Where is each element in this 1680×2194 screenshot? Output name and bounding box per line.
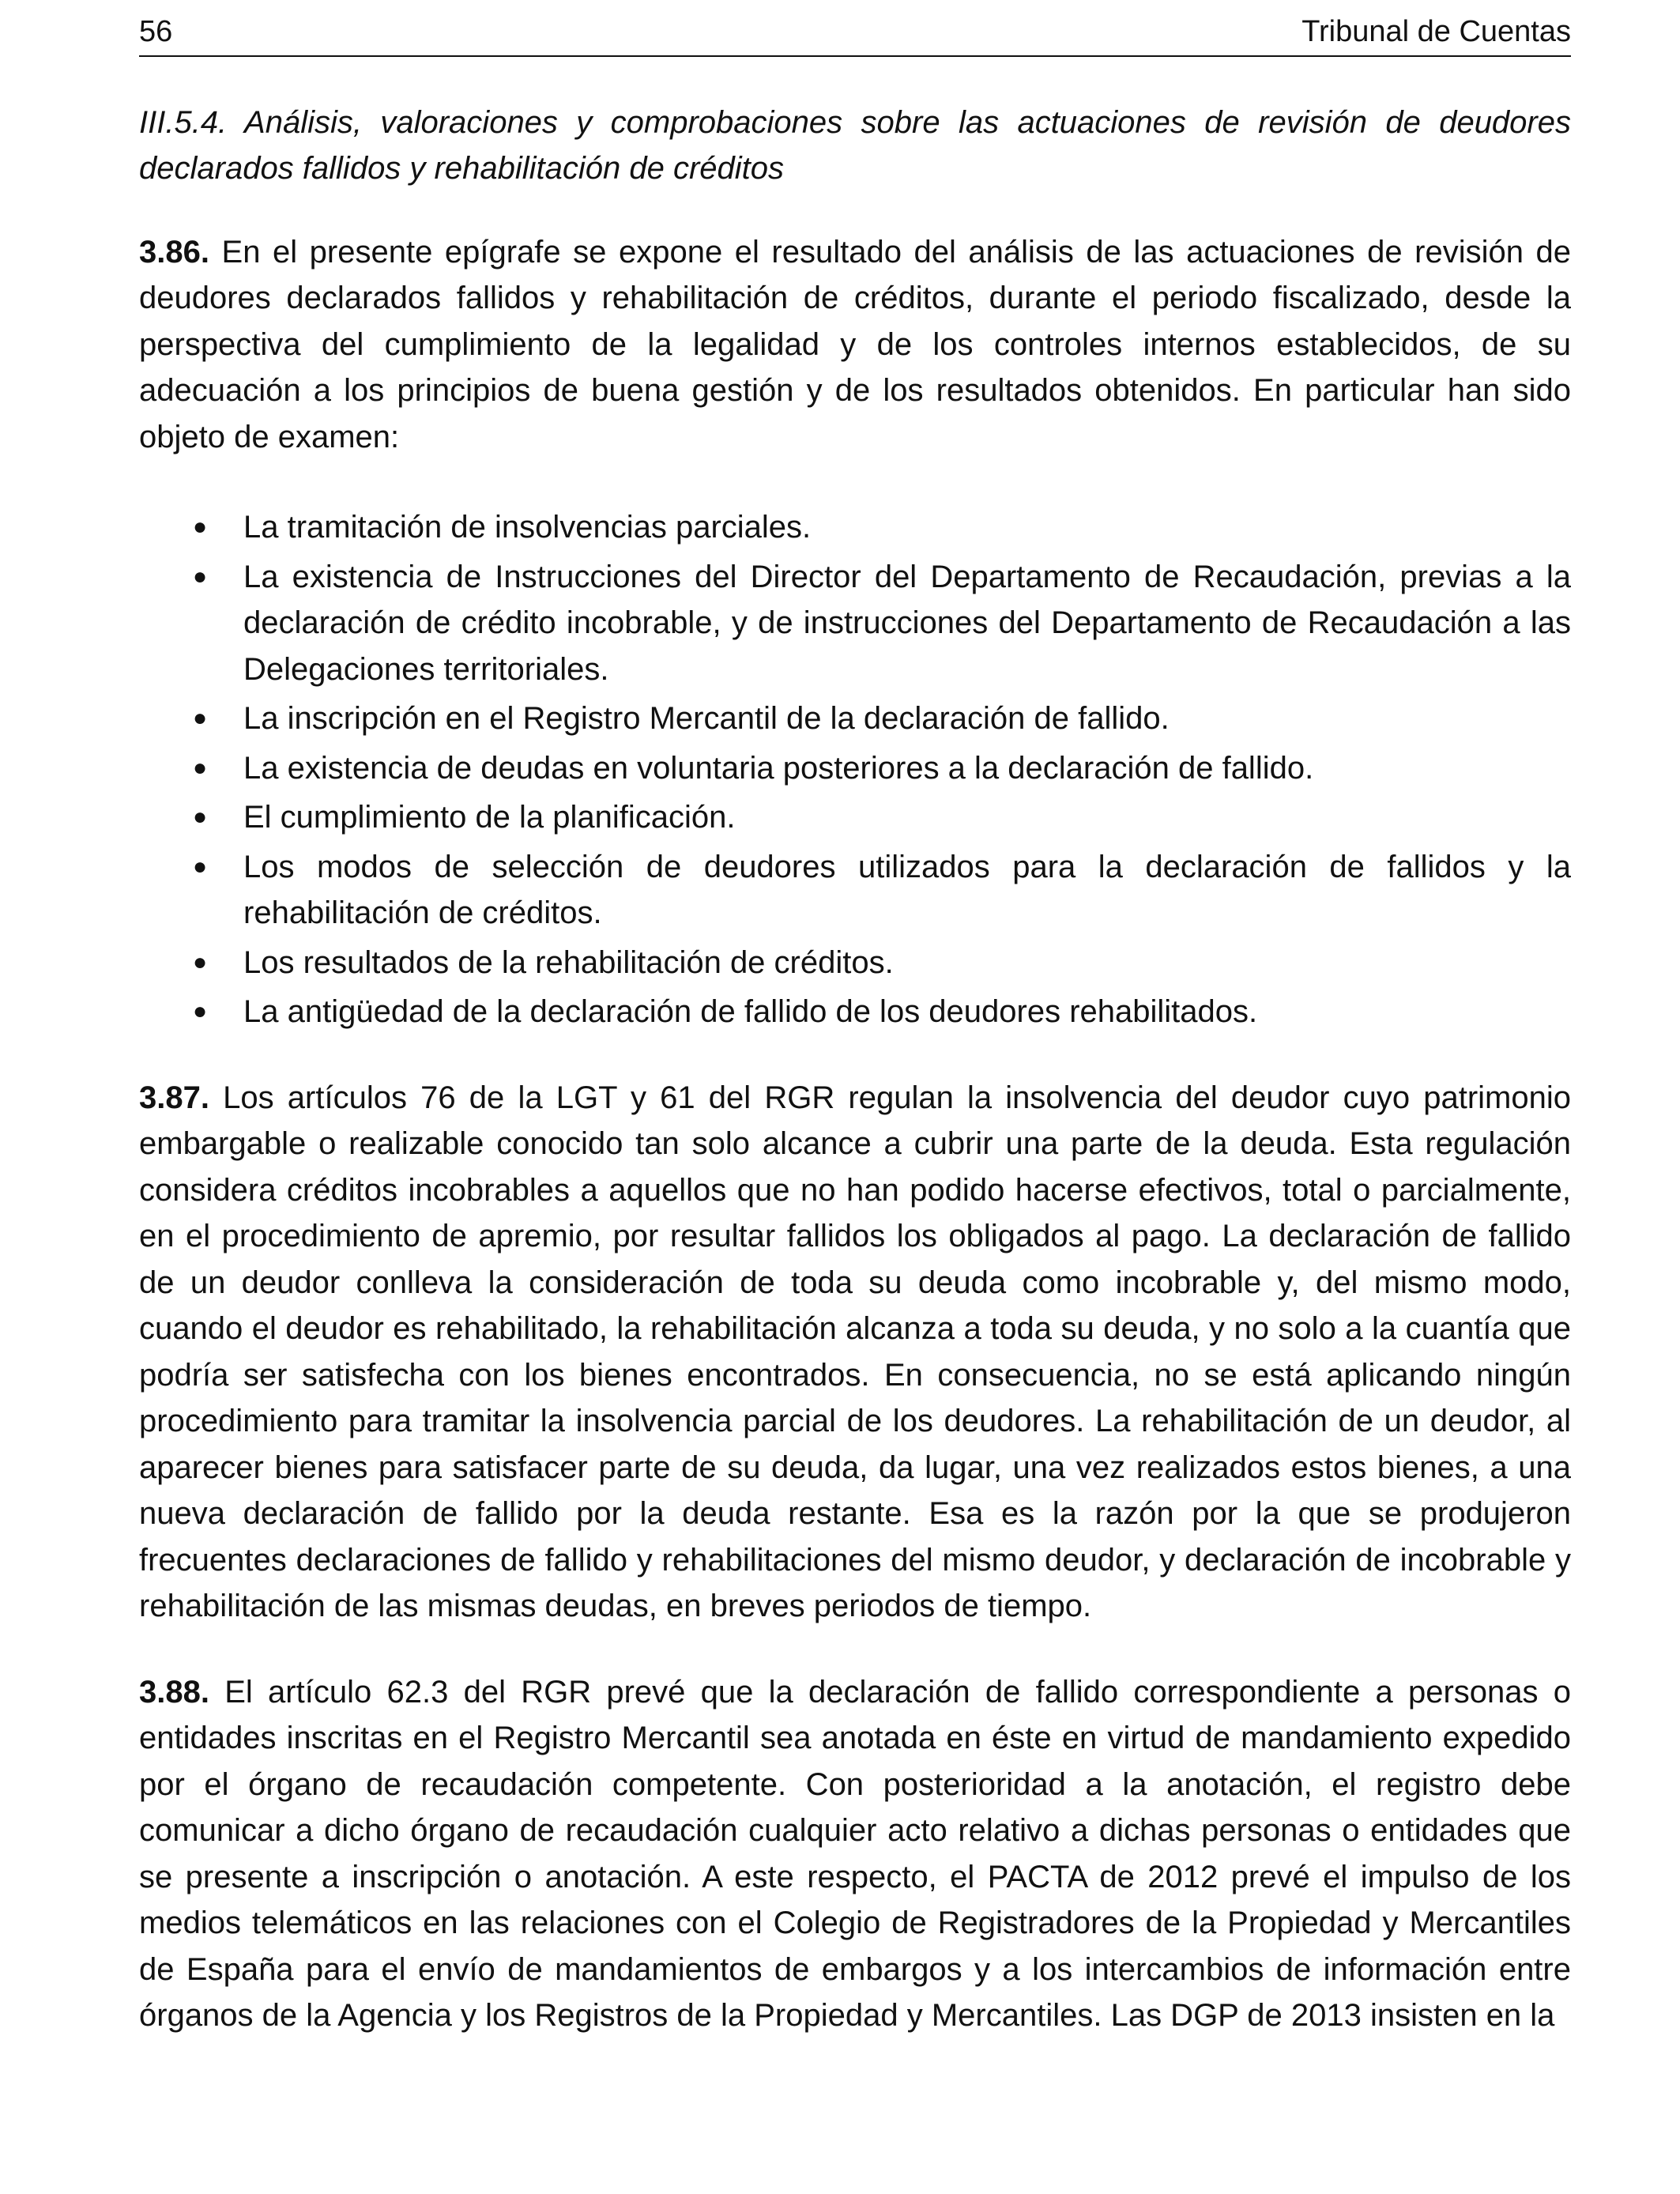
section-heading: III.5.4. Análisis, valoraciones y comprobaciones sobre las actuaciones de revisión de deudores declarados fallidos y rehabilitación de créditos (139, 104, 1571, 186)
paragraph-3-87 (139, 1075, 1571, 1630)
list-item (139, 844, 1571, 937)
list-item (139, 745, 1571, 792)
bullet-icon: ● (193, 853, 208, 880)
page-number: 56 (139, 15, 173, 48)
paragraph-3-86 (139, 229, 1571, 461)
paragraph-text: En el presente epígrafe se expone el resultado del análisis de las actuaciones de revisión de deudores declarados fallidos y rehabilitación de créditos, durante el periodo fiscalizado, desde la perspectiva del cumplimiento de la legalidad y de los controles internos establecidos, de su adecuación a los principios de buena gestión y de los resultados obtenidos. En particular han sido objeto de examen: (139, 234, 1571, 454)
bullet-icon: ● (193, 754, 208, 781)
list-item-text: El cumplimiento de la planificación. (243, 800, 736, 835)
paragraph-number: 3.87. (139, 1080, 209, 1115)
list-item (139, 696, 1571, 742)
paragraph-text: El artículo 62.3 del RGR prevé que la declaración de fallido correspondiente a personas o entidades inscritas en el Registro Mercantil sea anotada en éste en virtud de mandamiento expedido por el órgano de recaudación competente. Con posterioridad a la anotación, el registro debe comunicar a dicho órgano de recaudación cualquier acto relativo a dichas personas o entidades que se presente a inscripción o anotación. A este respecto, el PACTA de 2012 prevé el impulso de los medios telemáticos en las relaciones con el Colegio de Registradores de la Propiedad y Mercantiles de España para el envío de mandamientos de embargos y a los intercambios de información entre órganos de la Agencia y los Registros de la Propiedad y Mercantiles. Las DGP de 2013 insisten en la (139, 1674, 1572, 2034)
examined-items-list (139, 504, 1571, 1035)
list-item-text: La inscripción en el Registro Mercantil de la declaración de fallido. (243, 701, 1170, 737)
list-item-text: La tramitación de insolvencias parciales. (243, 510, 812, 545)
paragraph-3-88 (139, 1669, 1571, 2039)
list-item (139, 504, 1571, 551)
paragraph-text: Los artículos 76 de la LGT y 61 del RGR regulan la insolvencia del deudor cuyo patrimonio embargable o realizable conocido tan solo alcance a cubrir una parte de la deuda. Esta regulación considera créditos incobrables a aquellos que no han podido hacerse efectivos, total o parcialmente, en el procedimiento de apremio, por resultar fallidos los obligados al pago. La declaración de fallido de un deudor conlleva la consideración de toda su deuda como incobrable y, del mismo modo, cuando el deudor es rehabilitado, la rehabilitación alcanza a toda su deuda, y no solo a la cuantía que podría ser satisfecha con los bienes encontrados. En consecuencia, no se está aplicando ningún procedimiento para tramitar la insolvencia parcial de los deudores. La rehabilitación de un deudor, al aparecer bienes para satisfacer parte de su deuda, da lugar, una vez realizados estos bienes, a una nueva declaración de fallido por la deuda restante. Esa es la razón por la que se produjeron frecuentes declaraciones de fallido y rehabilitaciones del mismo deudor, y declaración de incobrable y rehabilitación de las mismas deudas, en breves periodos de tiempo. (139, 1080, 1571, 1624)
bullet-icon: ● (193, 804, 208, 831)
list-item-text: La existencia de deudas en voluntaria posteriores a la declaración de fallido. (243, 750, 1314, 786)
list-item (139, 989, 1571, 1035)
bullet-icon: ● (193, 705, 208, 732)
header-title: Tribunal de Cuentas (1301, 15, 1571, 48)
list-item-text: Los resultados de la rehabilitación de créditos. (243, 944, 894, 980)
list-item (139, 794, 1571, 841)
bullet-icon: ● (193, 948, 208, 975)
page-header (139, 14, 1571, 57)
list-item-text: La existencia de Instrucciones del Director del Departamento de Recaudación, previas a la declaración de crédito incobrable, y de instrucciones del Departamento de Recaudación a las Delegaciones territoriales. (243, 559, 1571, 687)
bullet-icon: ● (193, 563, 208, 590)
bullet-icon: ● (193, 514, 208, 541)
document-page (139, 14, 1571, 2039)
bullet-icon: ● (193, 998, 208, 1025)
list-item (139, 940, 1571, 986)
list-item-text: Los modos de selección de deudores utilizados para la declaración de fallidos y la rehabilitación de créditos. (243, 849, 1571, 931)
paragraph-number: 3.88. (139, 1674, 209, 1710)
paragraph-number: 3.86. (139, 234, 209, 270)
list-item-text: La antigüedad de la declaración de fallido de los deudores rehabilitados. (243, 994, 1258, 1030)
list-item (139, 554, 1571, 693)
